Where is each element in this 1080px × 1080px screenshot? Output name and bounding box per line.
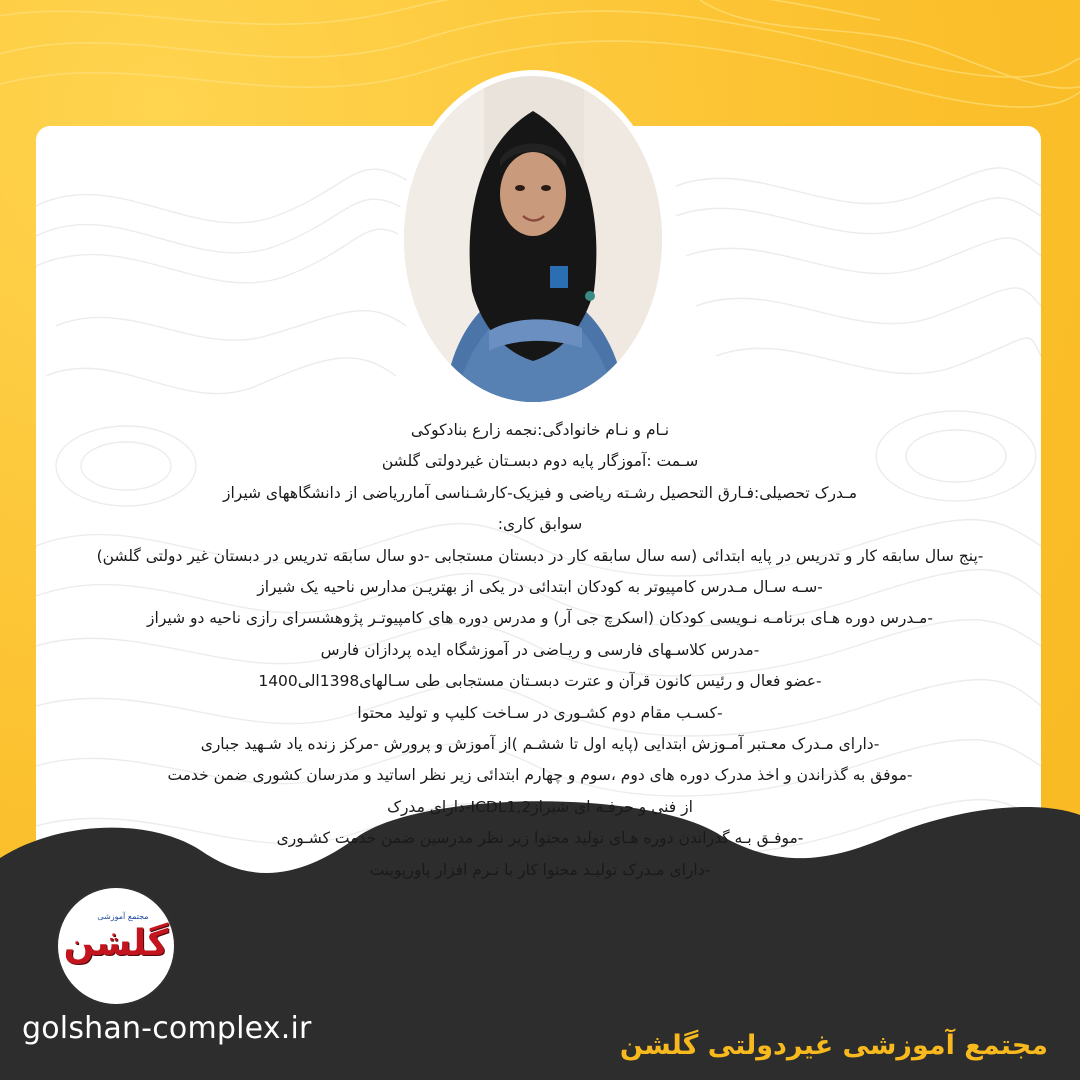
bio-item: -پنج سال سابقه کار و تدریس در پایه ابتدائی (سه سال سابقه کار در دبستان مستجابی -دو سال سابقه تدریس در دبستان غیر دولتی گلشن) [96,546,984,565]
bio-item: -سـه سـال مـدرس کامپیوتر به کودکان ابتدائی در یکی از بهتریـن مدارس ناحیه یک شیراز [257,578,823,597]
website-link[interactable]: golshan-complex.ir [22,1011,312,1046]
bio-item: از فنی و حرفـه ای شیرازICDL1,2-دارای مدرک [387,797,693,816]
golshan-logo[interactable] [58,888,174,1004]
bio-item: -مدرس کلاسـهای فارسی و ریـاضی در آموزشگاه ایده پردازان فارس [320,640,760,659]
bio-item: -موفـق بـه گذراندن دوره هـای تولید محتوا زیر نظر مدرسین ضمن خدمت کشـوری [276,829,804,848]
bio-name: نـام و نـام خانوادگی:نجمه زارع بنادکوکی [410,421,670,439]
portrait-illustration [404,76,662,402]
bio-item: -مـدرس دوره هـای برنامـه نـویسی کودکان (اسکرچ جی آر) و مدرس دوره های کامپیوتـر پژوهشسرای رازی ناحیه دو شیراز [147,609,933,628]
teacher-bio [40,415,1040,886]
bio-experience-heading: سوابق کاری: [497,515,583,534]
bio-position: سـمت :آموزگار پایه دوم دبسـتان غیردولتی گلشن [381,452,699,471]
bio-item: -موفق به گذراندن و اخذ مدرک دوره های دوم ،سوم و چهارم ابتدائی زیر نظر اساتید و مدرسان کشوری ضمن خدمت [167,766,913,785]
bio-item: -عضو فعال و رئیس کانون قرآن و عترت دبسـتان مستجابی طی سـالهای1398الی1400 [258,672,822,691]
profile-photo [404,76,662,402]
bio-degree: مـدرک تحصیلی:فـارق التحصیل رشـته ریاضی و فیزیک-کارشـناسی آمارریاضی از دانشگاههای شیراز [222,483,858,502]
bio-item: -کسـب مقام دوم کشـوری در سـاخت کلیپ و تولید محتوا [357,703,723,722]
bio-item: -دارای مـدرک تولیـد محتوا کار با نـرم افزار پاورپوینت [369,860,711,879]
bio-item: -دارای مـدرک معـتبر آمـوزش ابتدایی (پایه اول تا ششـم )از آموزش و پرورش -مرکز زنده یاد شـهید جباری [200,735,880,754]
logo-text: گلشن [63,923,169,964]
brand-name: مجتمع آموزشی غیردولتی گلشن [619,1030,1048,1061]
logo-subtext: مجتمع آموزشی [97,912,149,921]
